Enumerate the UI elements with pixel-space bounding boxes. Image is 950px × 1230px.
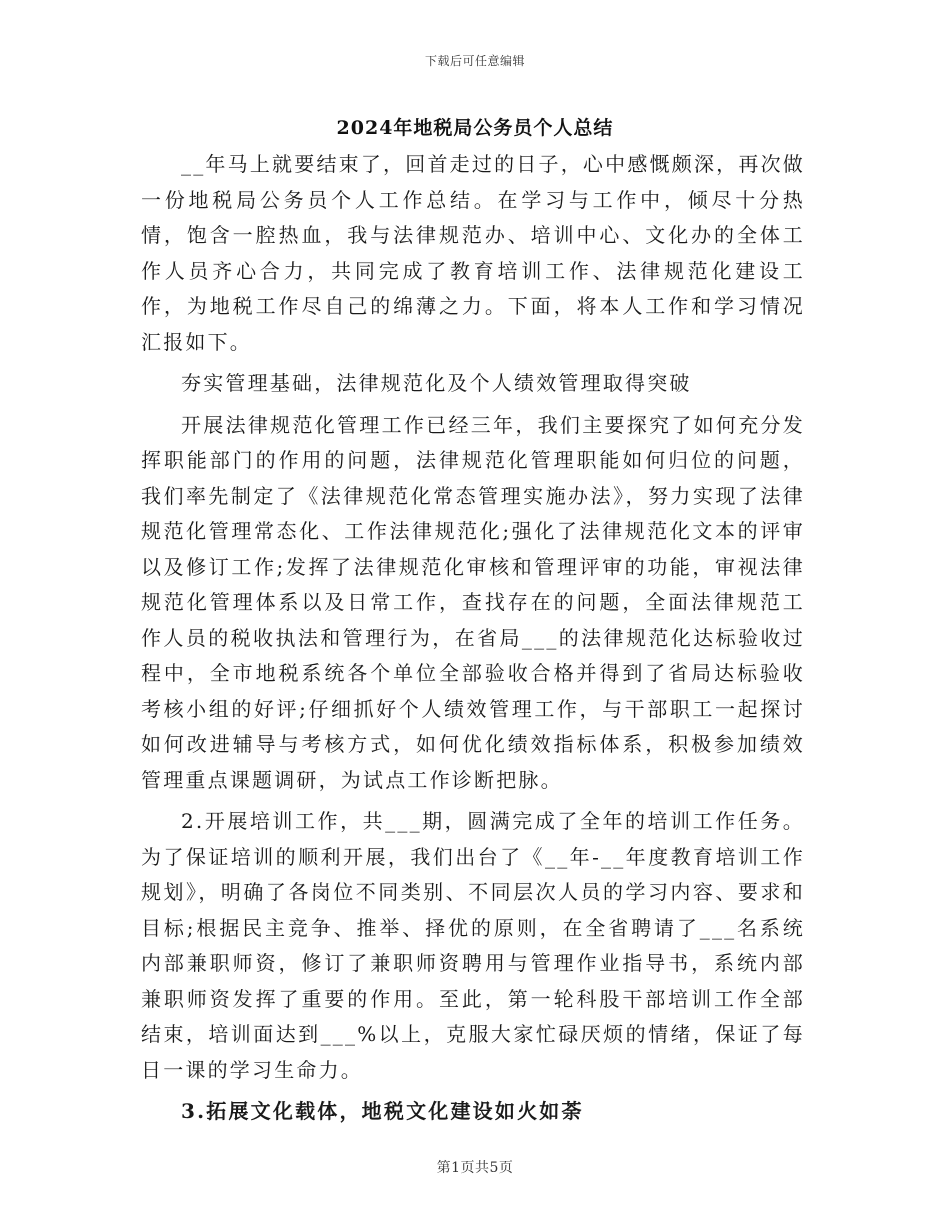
paragraph-section-heading: 夯实管理基础，法律规范化及个人绩效管理取得突破 — [181, 371, 692, 395]
page-header-note: 下载后可任意编辑 — [424, 54, 525, 68]
document-body — [141, 147, 805, 1130]
paragraph-training: 2.开展培训工作，共___期，圆满完成了全年的培训工作任务。为了保证培训的顺利开展，我们出台了《__年-__年度教育培训工作规划》，明确了各岗位不同类别、不同层次人员的学习内容、要求和目标;根据民主竞争、推举、择优的原则，在全省聘请了___名系统内部兼职师资，修订了兼职师资聘用与管理作业指导书，系统内部兼职师资发挥了重要的作用。至此，第一轮科股干部培训工作全部结束，培训面达到___%以上，克服大家忙碌厌烦的情绪，保证了每日一课的学习生命力。 — [141, 809, 805, 1082]
paragraph-culture-heading: 3.拓展文化载体，地税文化建设如火如荼 — [181, 1099, 584, 1123]
paragraph-intro: __年马上就要结束了，回首走过的日子，心中感慨颇深，再次做一份地税局公务员个人工作总结。在学习与工作中，倾尽十分热情，饱含一腔热血，我与法律规范办、培训中心、文化办的全体工作人员齐心合力，共同完成了教育培训工作、法律规范化建设工作，为地税工作尽自己的绵薄之力。下面，将本人工作和学习情况汇报如下。 — [141, 152, 805, 354]
document-title: 2024年地税局公务员个人总结 — [336, 117, 614, 139]
paragraph-legal-standardization: 开展法律规范化管理工作已经三年，我们主要探究了如何充分发挥职能部门的作用的问题，法律规范化管理职能如何归位的问题，我们率先制定了《法律规范化常态管理实施办法》，努力实现了法律规范化管理常态化、工作法律规范化;强化了法律规范化文本的评审以及修订工作;发挥了法律规范化审核和管理评审的功能，审视法律规范化管理体系以及日常工作，查找存在的问题，全面法律规范工作人员的税收执法和管理行为，在省局___的法律规范化达标验收过程中，全市地税系统各个单位全部验收合格并得到了省局达标验收考核小组的好评;仔细抓好个人绩效管理工作，与干部职工一起探讨如何改进辅导与考核方式，如何优化绩效指标体系，积极参加绩效管理重点课题调研，为试点工作诊断把脉。 — [141, 412, 805, 792]
page-footer-number: 第1页共5页 — [436, 1160, 514, 1176]
